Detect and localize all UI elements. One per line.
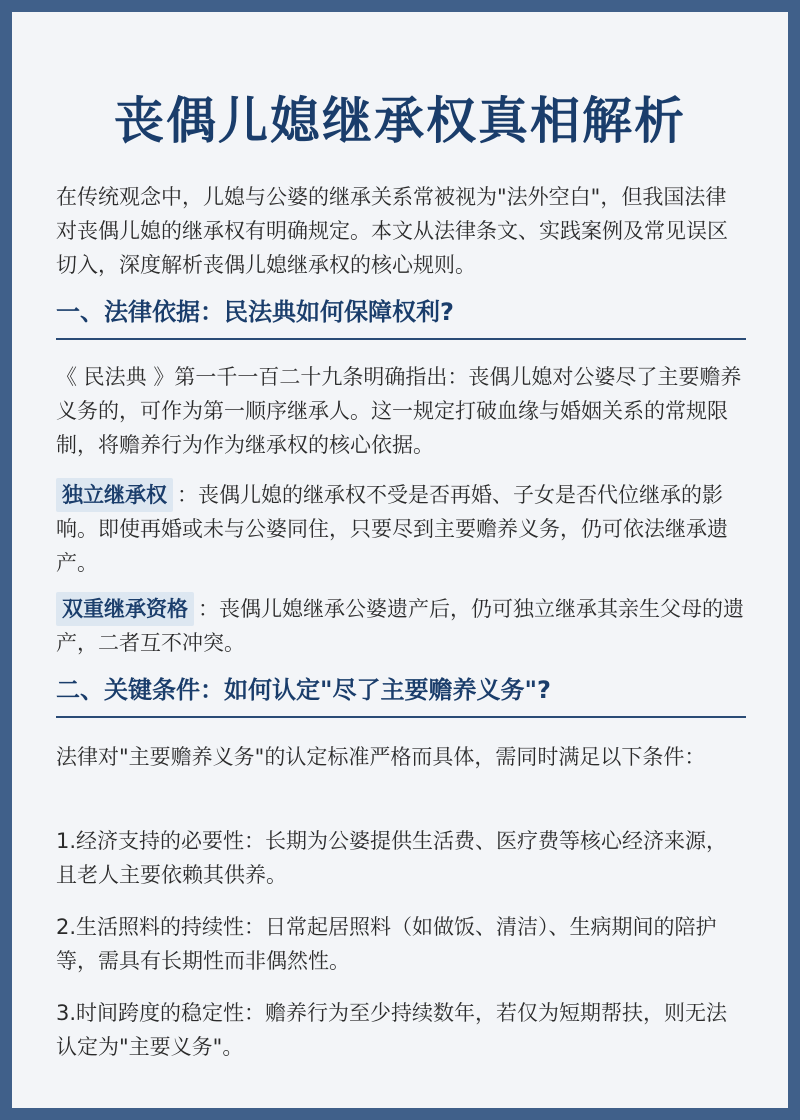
section-2-heading: 二、关键条件：如何认定"尽了主要赡养义务"? — [56, 672, 746, 718]
point-text: ：丧偶儿媳的继承权不受是否再婚、子女是否代位继承的影响。即使再婚或未与公婆同住，只要尽到主要赡养义务，仍可依法继承遗产。 — [56, 483, 728, 575]
section-1-heading: 一、法律依据：民法典如何保障权利? — [56, 294, 746, 340]
section-1-paragraph: 《 民法典 》第一千一百二十九条明确指出：丧偶儿媳对公婆尽了主要赡养义务的，可作为第一顺序继承人。这一规定打破血缘与婚姻关系的常规限制，将赡养行为作为继承权的核心依据。 — [56, 365, 742, 457]
section-2-paragraph: 法律对"主要赡养义务"的认定标准严格而具体，需同时满足以下条件： — [56, 745, 706, 769]
point-dual-inheritance — [56, 592, 746, 660]
point-tag: 双重继承资格 — [56, 592, 194, 626]
page-title: 丧偶儿媳继承权真相解析 — [114, 92, 686, 150]
condition-item: 2.生活照料的持续性：日常起居照料（如做饭、清洁）、生病期间的陪护等，需具有长期性而非偶然性。 — [56, 915, 717, 973]
condition-item: 3.时间跨度的稳定性：赡养行为至少持续数年，若仅为短期帮扶，则无法认定为"主要义务"。 — [56, 1001, 728, 1059]
point-text: ：丧偶儿媳继承公婆遗产后，仍可独立继承其亲生父母的遗产，二者互不冲突。 — [56, 597, 744, 655]
point-independent-inheritance — [56, 478, 746, 580]
point-tag: 独立继承权 — [56, 478, 173, 512]
condition-item: 1.经济支持的必要性：长期为公婆提供生活费、医疗费等核心经济来源，且老人主要依赖其供养。 — [56, 829, 728, 887]
intro-paragraph: 在传统观念中，儿媳与公婆的继承关系常被视为"法外空白"，但我国法律对丧偶儿媳的继承权有明确规定。本文从法律条文、实践案例及常见误区切入，深度解析丧偶儿媳继承权的核心规则。 — [56, 185, 728, 277]
